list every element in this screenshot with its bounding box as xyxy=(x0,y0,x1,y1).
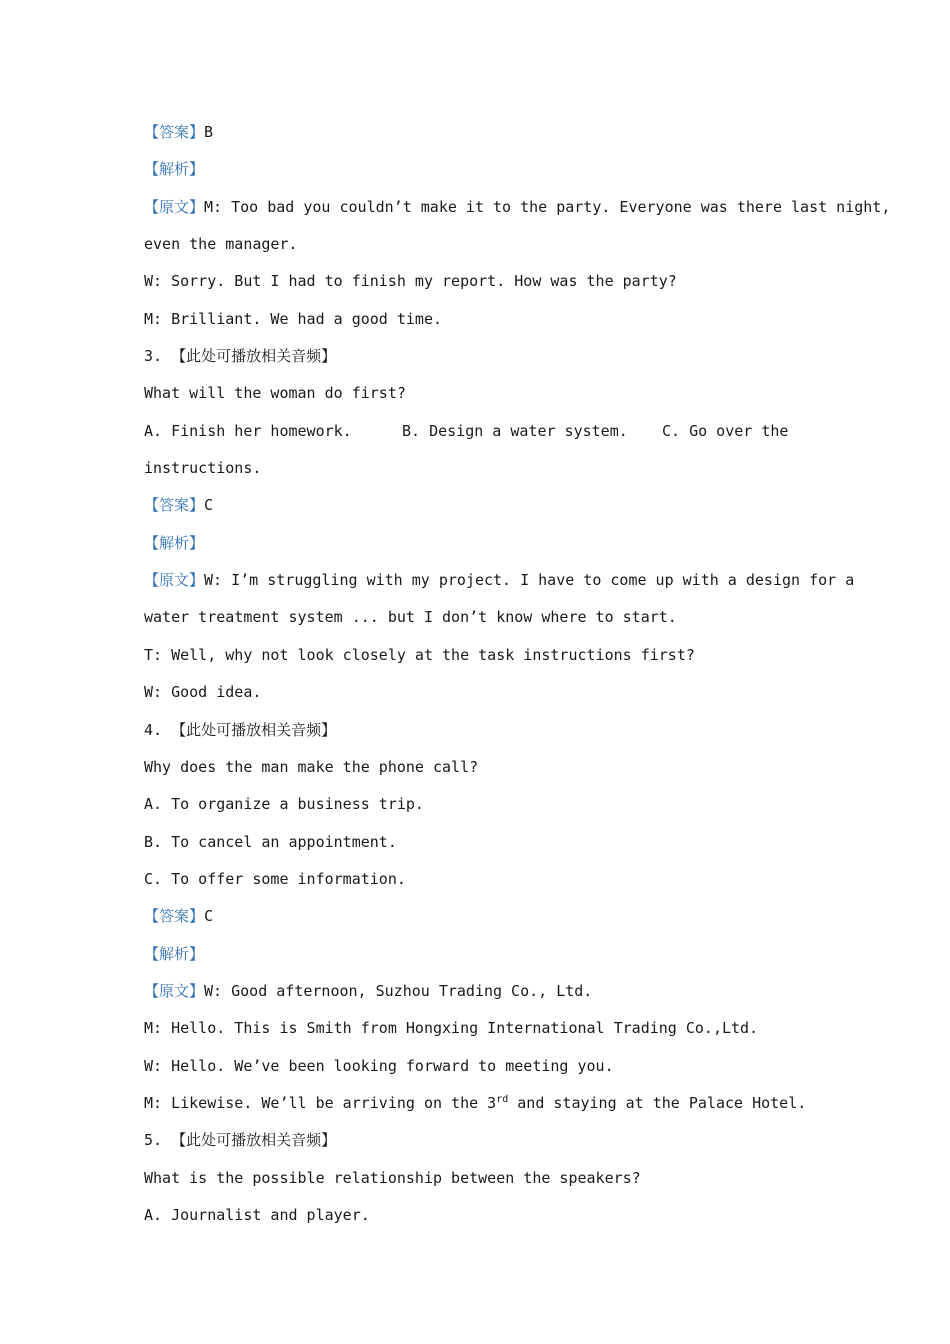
answer-line xyxy=(144,487,814,524)
transcript-text: M: Likewise. We’ll be arriving on the 3 xyxy=(144,1093,497,1112)
transcript-line xyxy=(144,973,814,1010)
transcript-line xyxy=(144,562,855,599)
question-text: Why does the man make the phone call? xyxy=(144,757,479,776)
answer-line xyxy=(144,114,814,151)
ordinal-suffix: rd xyxy=(496,1093,509,1105)
transcript-tag: 【原文】 xyxy=(144,197,205,216)
transcript-line xyxy=(144,1085,814,1122)
question-text: What will the woman do first? xyxy=(144,384,406,403)
option-b: B. To cancel an appointment. xyxy=(144,832,397,851)
transcript-text: M: Brilliant. We had a good time. xyxy=(144,309,443,328)
transcript-tag: 【原文】 xyxy=(144,571,205,590)
analysis-tag: 【解析】 xyxy=(144,944,205,963)
option-a: A. Journalist and player. xyxy=(144,1205,370,1224)
audio-label: 【此处可播放相关音频】 xyxy=(171,1131,337,1150)
audio-label: 【此处可播放相关音频】 xyxy=(171,720,337,739)
option-a: A. To organize a business trip. xyxy=(144,795,424,814)
answer-tag: 【答案】 xyxy=(144,907,205,926)
transcript-text: T: Well, why not look closely at the task instructions first? xyxy=(144,645,695,664)
question-header xyxy=(144,712,814,749)
option-c: C. To offer some information. xyxy=(144,869,406,888)
audio-label: 【此处可播放相关音频】 xyxy=(171,347,337,366)
question-number: 3. xyxy=(144,347,172,366)
answer-value: C xyxy=(204,907,214,926)
question-number: 5. xyxy=(144,1131,172,1150)
transcript-tag: 【原文】 xyxy=(144,981,205,1000)
analysis-line xyxy=(144,151,814,188)
transcript-text: M: Hello. This is Smith from Hongxing International Trading Co.,Ltd. xyxy=(144,1019,759,1038)
option-a: A. Finish her homework. xyxy=(144,421,352,440)
option-c: C. Go over the xyxy=(662,421,789,440)
transcript-text: W: Good idea. xyxy=(144,683,262,702)
analysis-tag: 【解析】 xyxy=(144,160,205,179)
option-b: B. Design a water system. xyxy=(402,421,628,440)
answer-tag: 【答案】 xyxy=(144,496,205,515)
analysis-line xyxy=(144,936,814,973)
answer-tag: 【答案】 xyxy=(144,123,205,141)
transcript-text: and staying at the Palace Hotel. xyxy=(508,1093,807,1112)
transcript-line xyxy=(144,189,891,226)
analysis-tag: 【解析】 xyxy=(144,533,205,552)
answer-line xyxy=(144,898,814,935)
transcript-text: W: Hello. We’ve been looking forward to meeting you. xyxy=(144,1056,614,1075)
question-number: 4. xyxy=(144,720,172,739)
transcript-text: W: I’m struggling with my project. I have to come up with a design for a xyxy=(204,571,855,590)
document-page xyxy=(144,114,891,1234)
analysis-line xyxy=(144,525,814,562)
transcript-text: water treatment system ... but I don’t know where to start. xyxy=(144,608,677,627)
transcript-text: W: Good afternoon, Suzhou Trading Co., Ltd. xyxy=(204,981,593,1000)
transcript-text: W: Sorry. But I had to finish my report. How was the party? xyxy=(144,272,677,291)
options-row xyxy=(144,413,814,450)
answer-value: B xyxy=(204,123,214,141)
question-text: What is the possible relationship between the speakers? xyxy=(144,1168,641,1187)
option-c-continued: instructions. xyxy=(144,459,262,478)
question-header xyxy=(144,338,814,375)
question-header xyxy=(144,1122,814,1159)
answer-value: C xyxy=(204,496,214,515)
transcript-text: even the manager. xyxy=(144,235,298,254)
transcript-text: M: Too bad you couldn’t make it to the party. Everyone was there last night, xyxy=(204,197,891,216)
